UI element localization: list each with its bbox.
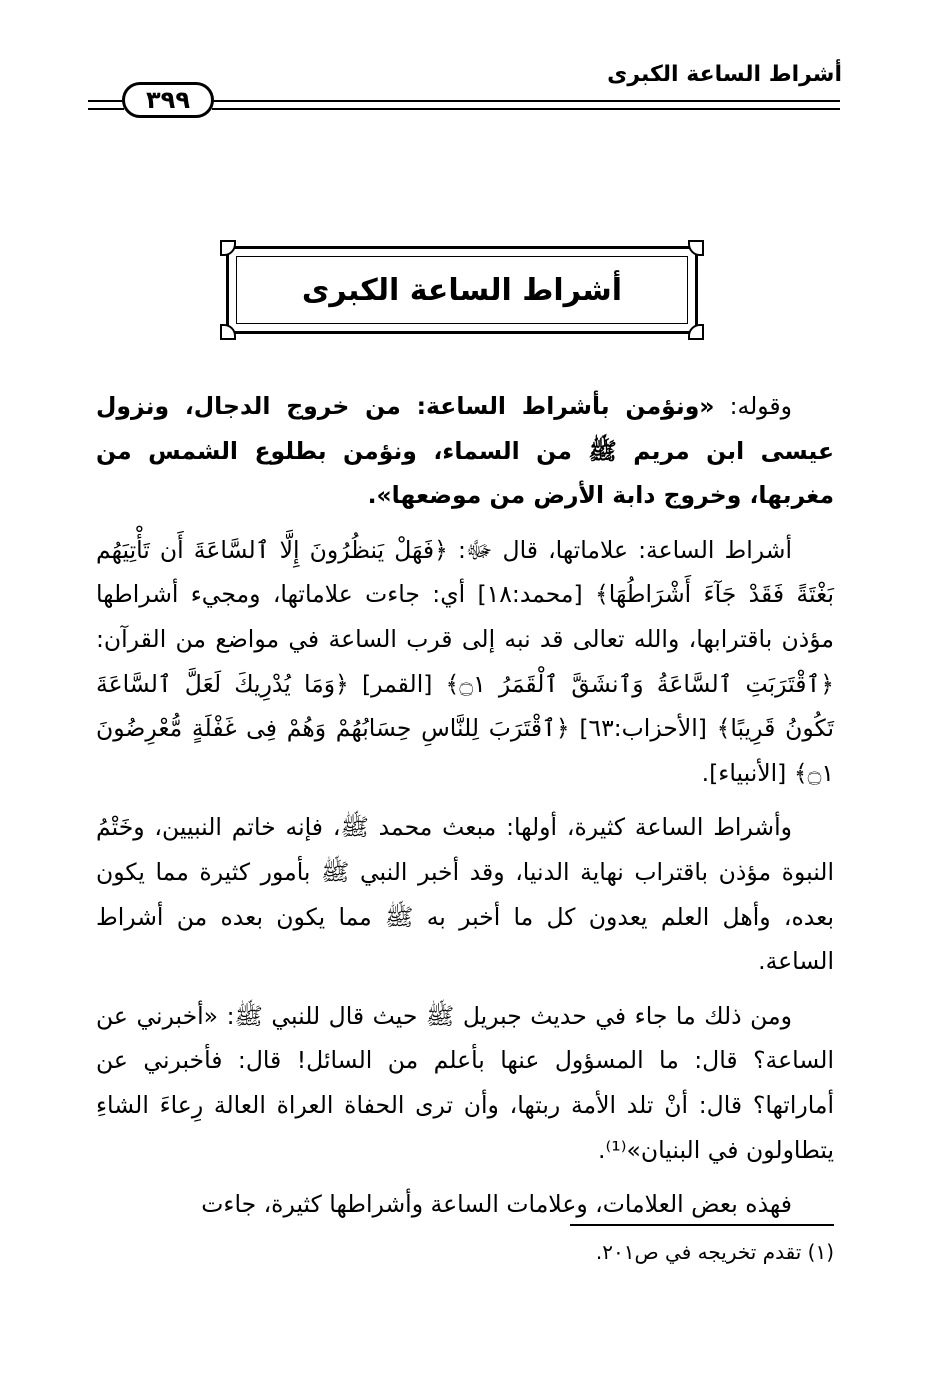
page-number-badge (122, 82, 214, 118)
header-rule-right (212, 100, 840, 110)
body-text (96, 384, 834, 1237)
frame-corner-ornament (220, 240, 236, 256)
frame-corner-ornament (220, 324, 236, 340)
footnote-rule (570, 1224, 834, 1226)
frame-corner-ornament (688, 324, 704, 340)
running-header-title: أشراط الساعة الكبرى (607, 62, 842, 87)
paragraph-lead: وقوله: (714, 392, 792, 420)
quoted-creed-text: «ونؤمن بأشراط الساعة: من خروج الدجال، ونزول عيسى ابن مريم ﷺ من السماء، ونؤمن بطلوع الشمس من مغربها، وخروج دابة الأرض من موضعها». (96, 392, 834, 510)
chapter-title: أشراط الساعة الكبرى (301, 272, 623, 308)
paragraph: أشراط الساعة: علاماتها، قال ﷻ: ﴿فَهَلْ يَنظُرُونَ إِلَّا ٱلسَّاعَةَ أَن تَأْتِيَهُم بَغْتَةً فَقَدْ جَآءَ أَشْرَاطُهَا﴾ [محمد:١٨] أي: جاءت علاماتها، ومجيء أشراطها مؤذن باقترابها، والله تعالى قد نبه إلى قرب الساعة في مواضع من القرآن: ﴿ٱقْتَرَبَتِ ٱلسَّاعَةُ وَٱنشَقَّ ٱلْقَمَرُ ۝١﴾ [القمر] ﴿وَمَا يُدْرِيكَ لَعَلَّ ٱلسَّاعَةَ تَكُونُ قَرِيبًا﴾ [الأحزاب:٦٣] ﴿ٱقْتَرَبَ لِلنَّاسِ حِسَابُهُمْ وَهُمْ فِى غَفْلَةٍ مُّعْرِضُونَ ۝١﴾ [الأنبياء]. (96, 535, 834, 787)
paragraph: ومن ذلك ما جاء في حديث جبريل ﷺ حيث قال للنبي ﷺ: «أخبرني عن الساعة؟ قال: ما المسؤول عنها بأعلم من السائل! قال: فأخبرني عن أماراتها؟ قال: أنْ تلد الأمة ربتها، وأن ترى الحفاة العراة العالة رِعاءَ الشاءِ يتطاولون في البنيان»⁽¹⁾. (96, 1001, 834, 1164)
chapter-title-frame (226, 246, 698, 334)
header-rule-left (88, 100, 124, 110)
frame-corner-ornament (688, 240, 704, 256)
chapter-title-inner (236, 256, 688, 324)
paragraph: فهذه بعض العلامات، وعلامات الساعة وأشراطها كثيرة، جاءت (201, 1190, 792, 1219)
page-number: ٣٩٩ (146, 86, 190, 114)
paragraph-quote (96, 384, 834, 518)
paragraph: وأشراط الساعة كثيرة، أولها: مبعث محمد ﷺ، فإنه خاتم النبيين، وخَتْمُ النبوة مؤذن باقتراب نهاية الدنيا، وقد أخبر النبي ﷺ بأمور كثيرة مما يكون بعده، وأهل العلم يعدون كل ما أخبر به ﷺ مما يكون بعده من أشراط الساعة. (96, 813, 834, 976)
footnote: (١) تقدم تخريجه في ص٢٠١. (595, 1240, 834, 1264)
